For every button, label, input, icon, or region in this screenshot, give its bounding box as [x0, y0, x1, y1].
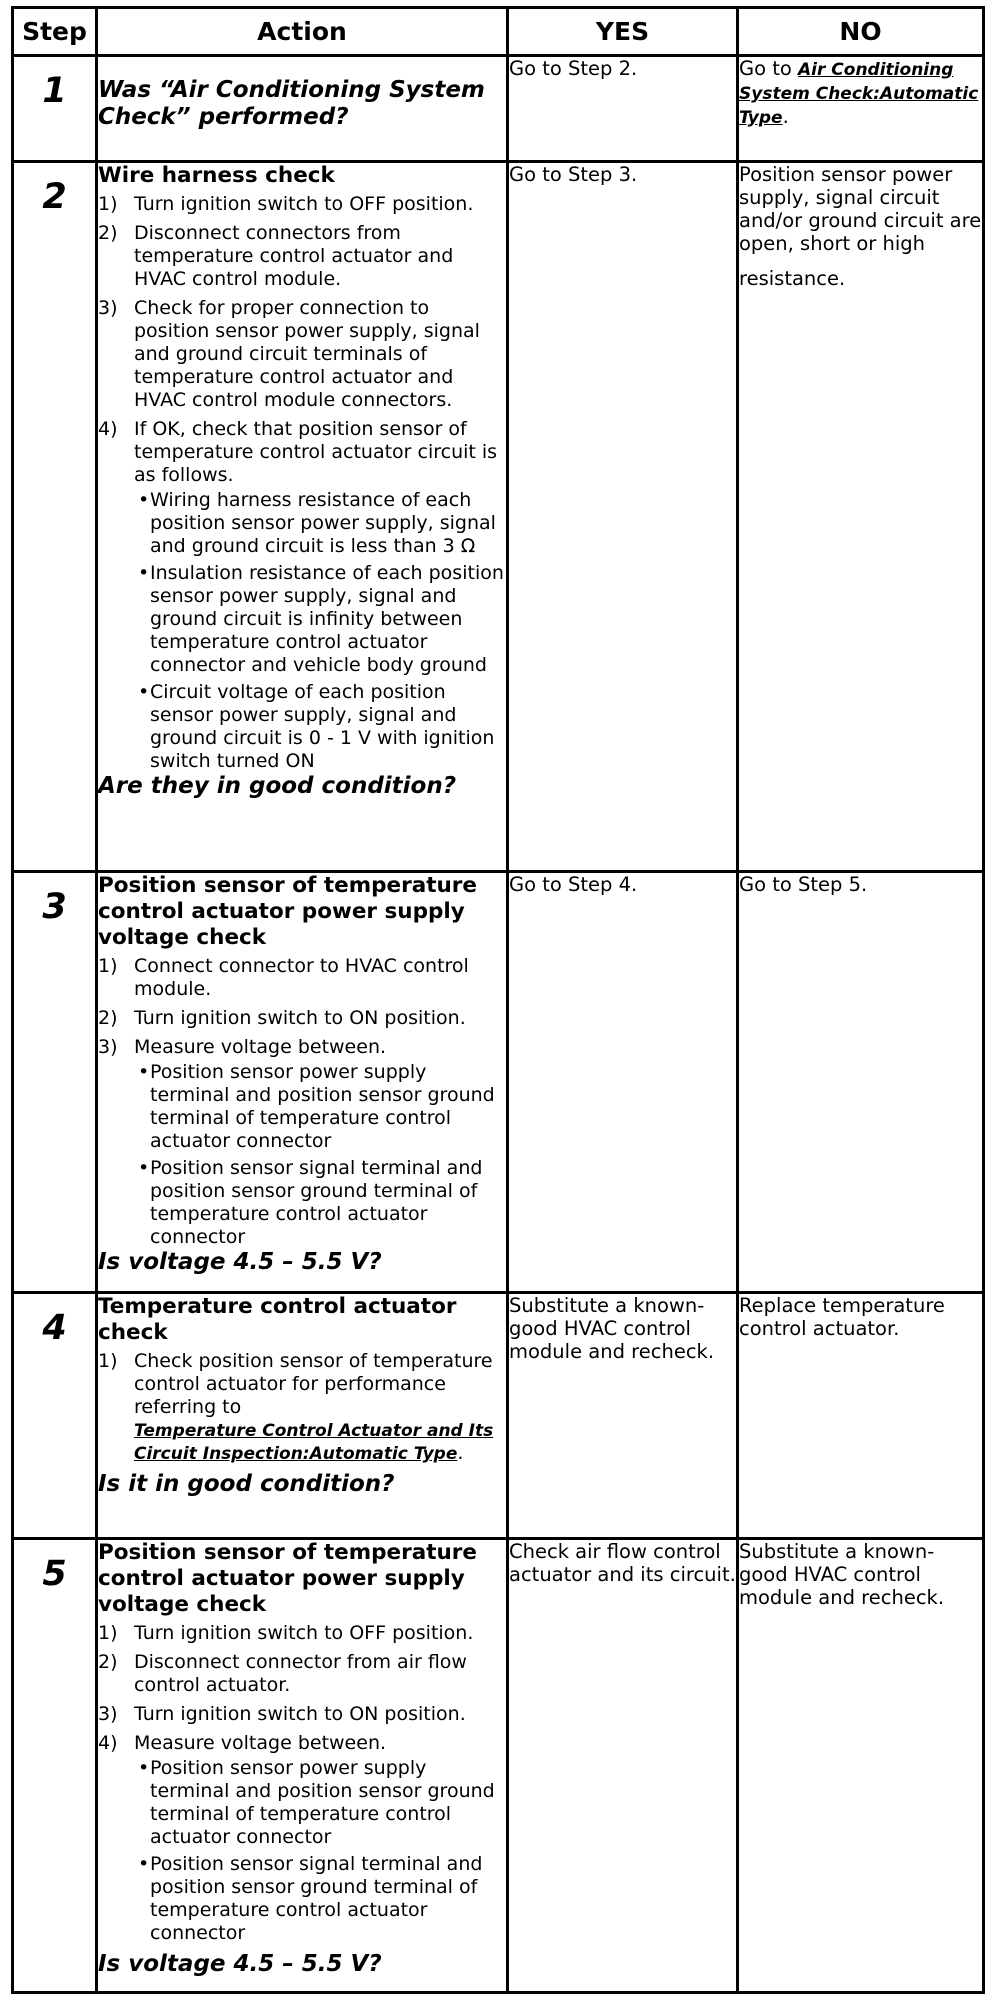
- no-text-cont: resistance.: [739, 267, 846, 290]
- table-row: [13, 56, 984, 162]
- step-question: Is it in good condition?: [98, 1471, 395, 1497]
- list-item: 1) Check position sensor of temperature control actuator for performance referring to Temperature Control Actuator and Its Circuit Inspection:Automatic Type.: [98, 1350, 494, 1464]
- reference-link[interactable]: Temperature Control Actuator and Its Circuit Inspection:Automatic Type: [134, 1421, 494, 1464]
- list-item: 4) If OK, check that position sensor of temperature control actuator circuit is as follows. •Wiring harness resistance of each position sensor power supply, signal and ground circuit is less than 3 Ω •Insulation resistance of each position sensor power supply, signal and ground circuit is infinity between temperature control actuator connector and vehicle body ground •Circuit voltage of each position sensor power supply, signal and ground circuit is 0 - 1 V with ignition switch turned ON: [98, 418, 506, 773]
- step-question: Is voltage 4.5 – 5.5 V?: [98, 1249, 382, 1275]
- action-cell: [97, 162, 508, 872]
- list-item: 1) Turn ignition switch to OFF position.: [98, 1622, 474, 1644]
- action-cell: [97, 872, 508, 1293]
- yes-cell: Go to Step 2.: [508, 56, 738, 162]
- reference-link[interactable]: Air Conditioning System Check:Automatic Type: [739, 60, 979, 128]
- bullet-item: •Position sensor power supply terminal and position sensor ground terminal of temperature control actuator connector: [138, 1061, 495, 1152]
- instruction-list: [98, 1350, 506, 1465]
- step-question: Was “Air Conditioning System Check” performed?: [98, 77, 485, 130]
- list-item: 3) Turn ignition switch to ON position.: [98, 1703, 466, 1725]
- bullet-item: •Insulation resistance of each position sensor power supply, signal and ground circuit is infinity between temperature control actuator connector and vehicle body ground: [138, 562, 504, 676]
- bullet-item: •Position sensor power supply terminal and position sensor ground terminal of temperature control actuator connector: [138, 1757, 495, 1848]
- table-row: [13, 162, 984, 872]
- step-cell: [13, 872, 97, 1293]
- yes-cell: Check air flow control actuator and its circuit.: [508, 1539, 738, 1993]
- step-cell: [13, 56, 97, 162]
- list-item: 1) Turn ignition switch to OFF position.: [98, 193, 474, 215]
- step-title: Position sensor of temperature control actuator power supply voltage check: [98, 873, 477, 950]
- bullet-item: •Circuit voltage of each position sensor power supply, signal and ground circuit is 0 - 1 V with ignition switch turned ON: [138, 681, 495, 772]
- list-item: 1) Connect connector to HVAC control module.: [98, 955, 469, 1000]
- yes-cell: Substitute a known-good HVAC control module and recheck.: [508, 1293, 738, 1539]
- bullet-list: [114, 489, 506, 773]
- yes-cell: Go to Step 3.: [508, 162, 738, 872]
- step-cell: [13, 162, 97, 872]
- list-item: 3) Measure voltage between. •Position sensor power supply terminal and position sensor ground terminal of temperature control actuator connector •Position sensor signal terminal and position sensor ground terminal of temperature control actuator connector: [98, 1036, 506, 1249]
- step-question: Are they in good condition?: [98, 773, 457, 799]
- table-row: [13, 1539, 984, 1993]
- list-item: 4) Measure voltage between. •Position sensor power supply terminal and position sensor ground terminal of temperature control actuator connector •Position sensor signal terminal and position sensor ground terminal of temperature control actuator connector: [98, 1732, 506, 1945]
- list-item: 3) Check for proper connection to position sensor power supply, signal and ground circuit terminals of temperature control actuator and HVAC control module connectors.: [98, 297, 480, 411]
- no-text: Position sensor power supply, signal circuit and/or ground circuit are open, short or high: [739, 163, 982, 255]
- bullet-list: [114, 1757, 506, 1945]
- no-suffix: .: [782, 105, 789, 128]
- no-cell: Replace temperature control actuator.: [738, 1293, 984, 1539]
- step-number: 1: [42, 71, 67, 111]
- list-item: 2) Turn ignition switch to ON position.: [98, 1007, 466, 1029]
- no-cell: [738, 56, 984, 162]
- diagnostic-flow-table: [11, 6, 985, 1994]
- step-title: Temperature control actuator check: [98, 1294, 457, 1345]
- action-cell: [97, 1539, 508, 1993]
- instruction-list: [98, 193, 506, 773]
- header-no: NO: [738, 8, 984, 56]
- instruction-list: [98, 1622, 506, 1945]
- no-cell: Go to Step 5.: [738, 872, 984, 1293]
- step-number: 5: [42, 1554, 67, 1594]
- table-row: [13, 1293, 984, 1539]
- list-item: 2) Disconnect connectors from temperature control actuator and HVAC control module.: [98, 222, 454, 290]
- bullet-item: •Wiring harness resistance of each position sensor power supply, signal and ground circuit is less than 3 Ω: [138, 489, 496, 557]
- step-cell: [13, 1539, 97, 1993]
- instruction-list: [98, 955, 506, 1249]
- step-number: 3: [42, 887, 67, 927]
- table-row: [13, 872, 984, 1293]
- step-number: 4: [42, 1308, 67, 1348]
- bullet-item: •Position sensor signal terminal and position sensor ground terminal of temperature control actuator connector: [138, 1853, 483, 1944]
- step-cell: [13, 1293, 97, 1539]
- bullet-item: •Position sensor signal terminal and position sensor ground terminal of temperature control actuator connector: [138, 1157, 483, 1248]
- header-row: [13, 8, 984, 56]
- step-number: 2: [42, 177, 67, 217]
- header-action: Action: [97, 8, 508, 56]
- step-title: Wire harness check: [98, 163, 335, 188]
- bullet-list: [114, 1061, 506, 1249]
- header-yes: YES: [508, 8, 738, 56]
- list-item: 2) Disconnect connector from air flow control actuator.: [98, 1651, 467, 1696]
- action-cell: [97, 1293, 508, 1539]
- action-cell: [97, 56, 508, 162]
- yes-cell: Go to Step 4.: [508, 872, 738, 1293]
- no-cell: [738, 162, 984, 872]
- step-question: Is voltage 4.5 – 5.5 V?: [98, 1951, 382, 1977]
- no-cell: Substitute a known-good HVAC control module and recheck.: [738, 1539, 984, 1993]
- no-text: Go to: [739, 57, 799, 80]
- header-step: Step: [13, 8, 97, 56]
- step-title: Position sensor of temperature control actuator power supply voltage check: [98, 1540, 477, 1617]
